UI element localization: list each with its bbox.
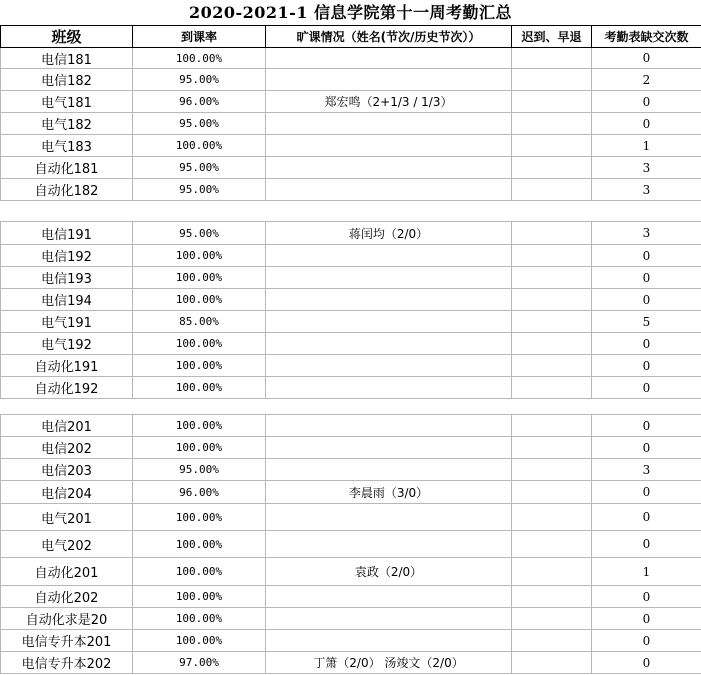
rate-cell[interactable]: 100.00% [133,245,266,267]
class-cell[interactable]: 电信182 [1,69,133,91]
missing-count-cell[interactable]: 0 [592,91,701,113]
late-cell[interactable] [512,586,592,608]
absence-cell[interactable] [266,437,512,459]
rate-cell[interactable]: 95.00% [133,113,266,135]
late-cell[interactable] [512,245,592,267]
class-cell[interactable]: 电信202 [1,437,133,459]
missing-count-cell[interactable]: 0 [592,437,701,459]
missing-count-cell[interactable]: 0 [592,531,701,558]
missing-count-cell[interactable]: 0 [592,245,701,267]
missing-count-cell[interactable]: 0 [592,630,701,652]
rate-cell[interactable]: 100.00% [133,415,266,437]
late-cell[interactable] [512,415,592,437]
missing-count-cell[interactable]: 1 [592,135,701,157]
late-cell[interactable] [512,437,592,459]
class-cell[interactable]: 电气183 [1,135,133,157]
table-row [1,245,701,267]
rate-cell[interactable]: 100.00% [133,377,266,399]
missing-count-cell[interactable]: 0 [592,355,701,377]
absence-cell[interactable] [266,355,512,377]
sheet-title: 2020-2021-1 信息学院第十一周考勤汇总 [188,3,513,22]
absence-cell[interactable] [266,377,512,399]
table-row [1,135,701,157]
missing-count-cell[interactable]: 1 [592,558,701,586]
class-cell[interactable]: 电气192 [1,333,133,355]
missing-count-cell[interactable]: 0 [592,504,701,531]
spacer-cell[interactable] [512,399,592,415]
table-row [1,481,701,504]
late-cell[interactable] [512,630,592,652]
class-cell[interactable]: 电信专升本202 [1,652,133,674]
missing-count-cell[interactable]: 5 [592,311,701,333]
absence-cell[interactable]: 袁政（2/0） [266,558,512,586]
missing-count-cell[interactable]: 0 [592,289,701,311]
late-cell[interactable] [512,311,592,333]
missing-count-cell[interactable]: 0 [592,267,701,289]
missing-count-cell[interactable]: 0 [592,48,701,69]
missing-count-cell[interactable]: 3 [592,222,701,245]
rate-cell[interactable]: 95.00% [133,222,266,245]
absence-cell[interactable] [266,504,512,531]
late-cell[interactable] [512,459,592,481]
table-row [1,289,701,311]
late-cell[interactable] [512,355,592,377]
rate-cell[interactable]: 95.00% [133,157,266,179]
table-row [1,415,701,437]
late-cell[interactable] [512,48,592,69]
table-row [1,311,701,333]
missing-count-cell[interactable]: 0 [592,586,701,608]
missing-count-cell[interactable]: 0 [592,113,701,135]
header-row [1,26,701,48]
absence-cell[interactable] [266,415,512,437]
absence-cell[interactable] [266,113,512,135]
table-row [1,69,701,91]
absence-cell[interactable]: 郑宏鸣（2+1/3 / 1/3） [266,91,512,113]
class-cell[interactable]: 电气182 [1,113,133,135]
absence-cell[interactable] [266,69,512,91]
absence-cell[interactable] [266,531,512,558]
absence-cell[interactable] [266,311,512,333]
rate-cell[interactable]: 100.00% [133,48,266,69]
missing-count-cell[interactable]: 0 [592,652,701,674]
table-row [1,157,701,179]
header-late[interactable]: 迟到、早退 [512,26,592,48]
missing-count-cell[interactable]: 0 [592,333,701,355]
missing-count-cell[interactable]: 2 [592,69,701,91]
late-cell[interactable] [512,267,592,289]
late-cell[interactable] [512,91,592,113]
class-cell[interactable]: 电信201 [1,415,133,437]
absence-cell[interactable] [266,135,512,157]
spacer-cell[interactable] [592,201,701,222]
missing-count-cell[interactable]: 0 [592,415,701,437]
rate-cell[interactable]: 100.00% [133,558,266,586]
absence-cell[interactable] [266,459,512,481]
rate-cell[interactable]: 100.00% [133,504,266,531]
absence-cell[interactable] [266,608,512,630]
rate-cell[interactable]: 100.00% [133,608,266,630]
late-cell[interactable] [512,531,592,558]
header-absent[interactable]: 旷课情况（姓名(节次/历史节次）） [266,26,512,48]
rate-cell[interactable]: 96.00% [133,91,266,113]
late-cell[interactable] [512,377,592,399]
absence-cell[interactable] [266,289,512,311]
class-cell[interactable]: 自动化192 [1,377,133,399]
class-cell[interactable]: 自动化182 [1,179,133,201]
absence-cell[interactable]: 丁箫（2/0） 汤竣文（2/0） [266,652,512,674]
table-row [1,630,701,652]
late-cell[interactable] [512,113,592,135]
table-row [1,222,701,245]
rate-cell[interactable]: 100.00% [133,289,266,311]
late-cell[interactable] [512,558,592,586]
table-row [1,437,701,459]
class-cell[interactable]: 电信193 [1,267,133,289]
header-missing[interactable]: 考勤表缺交次数 [592,26,701,48]
absence-cell[interactable]: 蒋闰均（2/0） [266,222,512,245]
table-row [1,355,701,377]
spacer-cell[interactable] [133,399,266,415]
table-row [1,608,701,630]
rate-cell[interactable]: 95.00% [133,179,266,201]
spacer-cell[interactable] [266,201,512,222]
spacer-row [1,201,701,222]
spacer-cell[interactable] [512,201,592,222]
late-cell[interactable] [512,289,592,311]
header-class[interactable]: 班级 [1,26,133,48]
table-row [1,179,701,201]
attendance-table [0,25,701,674]
late-cell[interactable] [512,135,592,157]
table-row [1,48,701,69]
table-row [1,459,701,481]
class-cell[interactable]: 电信181 [1,48,133,69]
missing-count-cell[interactable]: 3 [592,157,701,179]
rate-cell[interactable]: 100.00% [133,267,266,289]
rate-cell[interactable]: 96.00% [133,481,266,504]
missing-count-cell[interactable]: 3 [592,179,701,201]
rate-cell[interactable]: 100.00% [133,333,266,355]
table-row [1,531,701,558]
absence-cell[interactable] [266,245,512,267]
late-cell[interactable] [512,179,592,201]
late-cell[interactable] [512,222,592,245]
table-row [1,113,701,135]
late-cell[interactable] [512,69,592,91]
rate-cell[interactable]: 100.00% [133,135,266,157]
table-row [1,267,701,289]
absence-cell[interactable] [266,333,512,355]
class-cell[interactable]: 自动化181 [1,157,133,179]
table-row [1,652,701,674]
class-cell[interactable]: 电信192 [1,245,133,267]
absence-cell[interactable] [266,157,512,179]
class-cell[interactable]: 自动化201 [1,558,133,586]
class-cell[interactable]: 电气201 [1,504,133,531]
table-row [1,586,701,608]
spacer-row [1,399,701,415]
class-cell[interactable]: 电信204 [1,481,133,504]
header-rate[interactable]: 到课率 [133,26,266,48]
spacer-cell[interactable] [133,201,266,222]
late-cell[interactable] [512,333,592,355]
late-cell[interactable] [512,504,592,531]
spacer-cell[interactable] [1,399,133,415]
absence-cell[interactable] [266,179,512,201]
late-cell[interactable] [512,652,592,674]
absence-cell[interactable] [266,586,512,608]
class-cell[interactable]: 电气181 [1,91,133,113]
rate-cell[interactable]: 100.00% [133,437,266,459]
table-row [1,504,701,531]
class-cell[interactable]: 电信203 [1,459,133,481]
absence-cell[interactable] [266,48,512,69]
class-cell[interactable]: 自动化202 [1,586,133,608]
missing-count-cell[interactable]: 0 [592,377,701,399]
late-cell[interactable] [512,608,592,630]
missing-count-cell[interactable]: 3 [592,459,701,481]
rate-cell[interactable]: 95.00% [133,69,266,91]
rate-cell[interactable]: 95.00% [133,459,266,481]
class-cell[interactable]: 自动化191 [1,355,133,377]
absence-cell[interactable] [266,267,512,289]
table-row [1,377,701,399]
missing-count-cell[interactable]: 0 [592,608,701,630]
rate-cell[interactable]: 100.00% [133,630,266,652]
absence-cell[interactable] [266,630,512,652]
spacer-cell[interactable] [1,201,133,222]
spacer-cell[interactable] [592,399,701,415]
late-cell[interactable] [512,481,592,504]
rate-cell[interactable]: 85.00% [133,311,266,333]
spacer-cell[interactable] [266,399,512,415]
rate-cell[interactable]: 100.00% [133,586,266,608]
late-cell[interactable] [512,157,592,179]
table-row [1,558,701,586]
rate-cell[interactable]: 97.00% [133,652,266,674]
rate-cell[interactable]: 100.00% [133,355,266,377]
class-cell[interactable]: 电信专升本201 [1,630,133,652]
absence-cell[interactable]: 李晨雨（3/0） [266,481,512,504]
class-cell[interactable]: 电气191 [1,311,133,333]
class-cell[interactable]: 电信191 [1,222,133,245]
class-cell[interactable]: 电信194 [1,289,133,311]
table-row [1,91,701,113]
class-cell[interactable]: 电气202 [1,531,133,558]
table-row [1,333,701,355]
missing-count-cell[interactable]: 0 [592,481,701,504]
class-cell[interactable]: 自动化求是20 [1,608,133,630]
rate-cell[interactable]: 100.00% [133,531,266,558]
